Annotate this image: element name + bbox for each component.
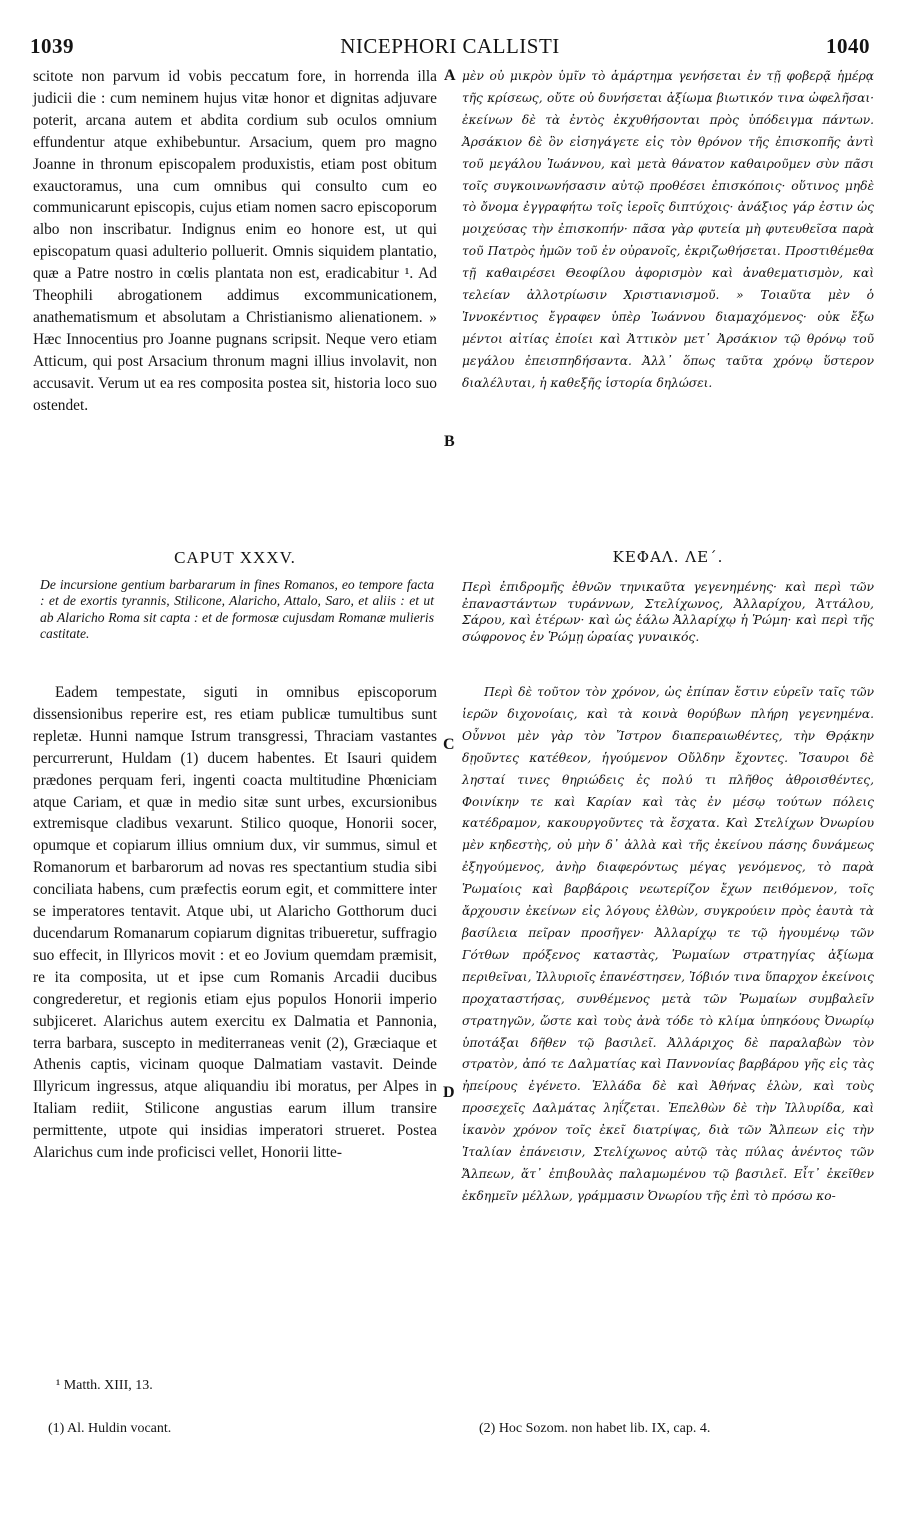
running-title: NICEPHORI CALLISTI xyxy=(340,34,560,58)
page-number-left: 1039 xyxy=(30,34,74,58)
chapter-summary-latin: De incursione gentium barbararum in fines Romanos, eo tempore facta : et de exortis tyrannis, Stilicone, Alaricho, Attalo, Saro, et aliis : et ut ab Alaricho Roma sit capta : et de formosæ cujusdam Romanæ mulieris castitate. xyxy=(40,577,434,642)
section-marker-c: C xyxy=(443,736,455,753)
footnote-2: (2) Hoc Sozom. non habet lib. IX, cap. 4. xyxy=(479,1421,711,1436)
running-header xyxy=(30,34,870,64)
footnote-scripture: ¹ Matth. XIII, 13. xyxy=(56,1378,153,1393)
greek-continuation-text: μὲν οὐ μικρὸν ὑμῖν τὸ ἁμάρτημα γενήσεται ἐν τῇ φοβερᾷ ἡμέρᾳ τῆς κρίσεως, οὔτε οὐ δυνήσεται ἀξίωμα βιωτικόν τινα ὠφελῆσαι· ἐκείνων δὲ τὰ ἐντὸς ἐκχυθήσονται πρὸς ὑπόδειγμα πάντων. Ἀρσάκιον δὲ ὃν εἰσηγάγετε εἰς τὸν θρόνον τῆς ἐπισκοπῆς ἀντὶ τοῦ μεγάλου Ἰωάννου, καὶ μετὰ θάνατον καθαιροῦμεν σὺν πᾶσι τοῖς συγκοινωνήσασιν αὐτῷ προθέσει ἐπισκόποις· οὕτινος μηδὲ τὸ ὄνομα ἐγγραφήτω τοῖς ἱεροῖς διπτύχοις· ἀνάξιος γάρ ἐστιν ὡς μοιχεύσας τὴν ἐπισκοπήν· πᾶσα γὰρ φυτεία μὴ φυτευθεῖσα παρὰ τοῦ Πατρὸς ἡμῶν τοῦ ἐν οὐρανοῖς, ἐκριζωθήσεται. Προστιθέμεθα τῇ καθαιρέσει Θεοφίλου ἀφορισμὸν καὶ ἀναθεματισμὸν, καὶ τελείαν ἀλλοτρίωσιν Χριστιανισμοῦ. » Τοιαῦτα μὲν ὁ Ἰννοκέντιος ἔγραφεν ὑπὲρ Ἰωάννου διαμαχόμενος· οὐκ ἔξω μέντοι αἰτίας ἐποίει καὶ Ἀττικὸν μετ᾽ Ἀρσάκιον τῷ θρόνῳ τοῦ μεγάλου ἐπεισπηδήσαντα. Ἀλλ᾽ ὅπως ταῦτα χρόνῳ ὕστερον διαλέλυται, ἡ καθεξῆς ἱστορία δηλώσει. xyxy=(462,69,874,390)
greek-column-top xyxy=(462,66,874,395)
greek-body-text: Περὶ δὲ τοῦτον τὸν χρόνον, ὡς ἐπίπαν ἔστιν εὑρεῖν ταῖς τῶν ἱερῶν διχονοίαις, καὶ τὰ κοινὰ θορύβων πλήρη γεγενημένα. Οὖννοι μὲν γὰρ τὸν Ἴστρον διαπεραιωθέντες, τὴν Θρᾴκην δῃοῦντες κατέθεον, ἡγούμενον Οὔλδην ἔχοντες. Ἴσαυροι δὲ λησταί τινες θηριώδεις ἐς πολύ τι πλῆθος ἀθροισθέντες, Φοινίκην τε καὶ Καρίαν καὶ τὰς ἐν μέσῳ τούτων πόλεις κατέδραμον, κακουργοῦντες τὰ ἔσχατα. Καὶ Στελίχων Ὀνωρίου μὲν κηδεστὴς, οὐ μὴν δ᾽ ἀλλὰ καὶ τῆς ἐκείνου πάσης δυνάμεως ἐξηγούμενος, ἀνὴρ διαφερόντως μέγας γενόμενος, τὸ παρὰ Ῥωμαίοις καὶ βαρβάροις νεωτερίζον ἔχων πειθόμενον, τοῖς ἄρχουσιν ἐκείνων εἰς λόγους ἐλθὼν, συγκρούειν πρὸς ἑαυτὰ τὰ βασίλεια πεῖραν προσῆγεν· Ἀλλαρίχῳ τε τῷ ἡγουμένῳ τῶν Γότθων πρόξενος καταστὰς, Ῥωμαίων στρατηγίας ἀξίωμα περιθεῖναι, Ἰλλυριοῖς ἐπανέστησεν, Ἰόβιόν τινα ὕπαρχον ἐκείνοις προχαταστήσας, συνθέμενος μετὰ τῶν Ῥωμαίων συμβαλεῖν στρατηγῶν, ὥστε καὶ τοὺς ἀνὰ τόδε τὸ κλίμα ὑπηκόους Ὀνωρίῳ ὑποτάξαι δῆθεν τῷ βασιλεῖ. Ἀλλάριχος δὲ παραλαβὼν τὸν στρατὸν, ἀπό τε Δαλματίας καὶ Παννονίας βαρβάρου γῆς εἰς τὰς ἠπείρους ἐγένετο. Ἑλλάδα δὲ καὶ Ἀθήνας ἑλὼν, καὶ τοὺς προσεχεῖς Δαλμάτας ληΐζεται. Ἐπελθὼν δὲ τὴν Ἰλλυρίδα, καὶ ἱκανὸν χρόνον τοῖς ἐκεῖ διατρίψας, διὰ τῶν Ἄλπεων εἰς τὴν Ἰταλίαν ἐπάνεισιν, Στελίχωνος αὐτῷ τὰς πύλας ἀνέντος τῶν Ἄλπεων, ἅτ᾽ ἐπιβουλὰς παλαμωμένου τῷ βασιλεῖ. Εἶτ᾽ ἐκεῖθεν ἐκδημεῖν μέλλων, γράμμασιν Ὀνωρίου τῆς ἐπὶ τὸ πρόσω κο- xyxy=(462,685,874,1203)
chapter-heading-greek: ΚΕΦΑΛ. ΛΕ΄. xyxy=(612,548,724,566)
chapter-heading-latin: CAPUT XXXV. xyxy=(174,548,296,567)
latin-column-top xyxy=(33,66,437,417)
chapter-summary-greek: Περὶ ἐπιδρομῆς ἐθνῶν τηνικαῦτα γεγενημένης· καὶ περὶ τῶν ἐπαναστάντων τυράννων, Στελίχωνος, Ἀλλαρίχου, Ἀττάλου, Σάρου, καὶ ἑτέρων· καὶ ὡς ἑάλω Ἀλλαρίχῳ ἡ Ῥώμη· καὶ περὶ τῆς σώφρονος ἐν Ῥώμῃ ὡραίας γυναικός. xyxy=(462,579,874,644)
greek-column-body xyxy=(462,682,874,1208)
section-marker-d: D xyxy=(443,1084,455,1101)
footnote-1: (1) Al. Huldin vocant. xyxy=(48,1421,172,1436)
section-marker-a: A xyxy=(444,67,456,84)
latin-continuation-text: scitote non parvum id vobis peccatum fore, in horrenda illa judicii die : cum neminem hujus vitæ honor et dignitas adjuvare poterit, arcana autem et abdita cordium sub oculos omnium effundentur atque exhibebuntur. Arsacium, quem pro magno Joanne in thronum episcopalem produxistis, etiam post obitum exauctoramus, una cum omnibus qui consulto cum eo communicarunt episcopis, cujus etiam nomen sacro episcoporum albo non inscribatur. Indignus enim eo honore est, ut qui episcopatum quasi adulterio polluerit. Omnis siquidem plantatio, quæ a Patre nostro in cœlis plantata non est, eradicabitur ¹. Ad Theophili abrogationem addimus excommunicationem, anathematismum et absolutam a Christianismo alienationem. » Hæc Innocentius pro Joanne pugnans scripsit. Neque vero etiam Atticum, qui post Arsacium thronum magni illius involavit, non accusavit. Verum ut ea res composita postea sit, historia loco suo ostendet. xyxy=(33,68,437,414)
section-marker-b: B xyxy=(444,433,455,450)
page-number-right: 1040 xyxy=(826,34,870,58)
latin-column-body xyxy=(33,682,437,1164)
latin-body-text: Eadem tempestate, siguti in omnibus episcoporum dissensionibus reperire est, res etiam publicæ tumultibus sunt repletæ. Hunni namque Istrum transgressi, Thraciam vastantes percurrerunt, Huldam (1) ducem habentes. Et Isauri quidem prædones perquam feri, ingenti coacta multitudine Phœniciam atque Cariam, et quæ in medio sitæ sunt urbes, excursionibus extremisque cladibus vexarunt. Stilico quoque, Honorii socer, opumque et copiarum illius omnium dux, vir summus, simul et Romanorum et barbarorum ad novas res spectantium studia sibi conciliata habens, cum præfectis eorum egit, et committere inter se imperatores tentavit. Atque ubi, ut Alaricho Gotthorum duci ducendarum Romanarum copiarum dignitas tribueretur, suffragio suo effecit, in Illyricos movit : et eo Jovium quemdam præmisit, re ita composita, ut et ipse cum Romanis Arcadii ducibus congrederetur, et regionis etiam ejus populos Honorii imperio subjiceret. Alarichus autem exercitu ex Dalmatia et Pannonia, terra barbara, suscepto in mediterraneas venit (2), Græciaque et Athenis captis, vicinam quoque Dalmatiam vastavit. Deinde Illyricum ingressus, atque aliquandiu ibi moratus, per Alpes in Italiam rediit, Stilicone angustias earum illum transire permittente, utpote qui insidias imperatori strueret. Postea Alarichus cum inde proficisci vellet, Honorii litte- xyxy=(33,684,437,1162)
